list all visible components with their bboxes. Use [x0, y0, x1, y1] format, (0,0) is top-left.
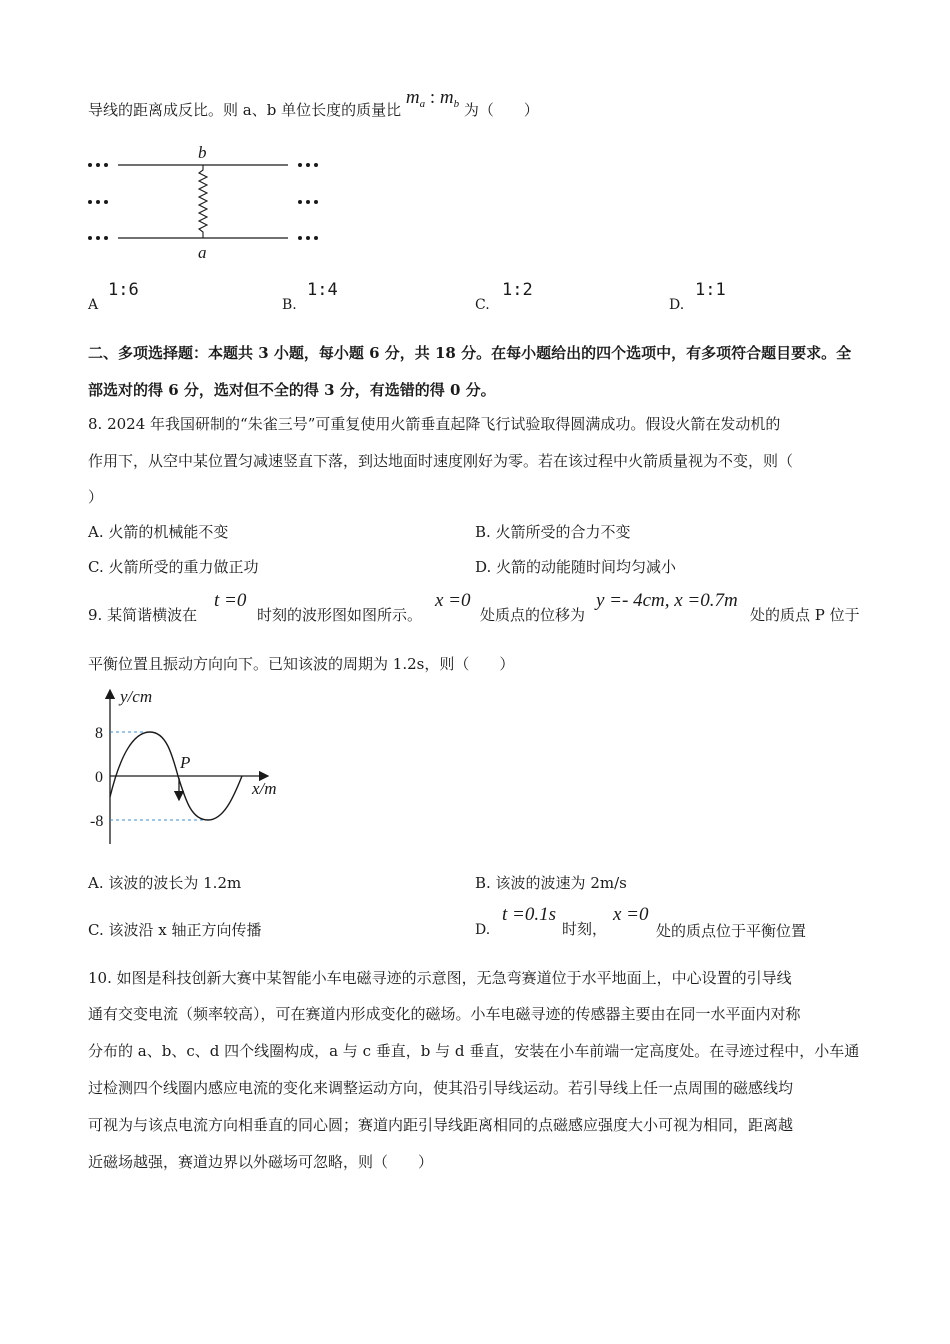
tick-m8: -8	[90, 813, 104, 830]
q9-math-y-x: y =- 4cm, x =0.7m	[596, 590, 738, 611]
q9-line2: 平衡位置且振动方向向下。已知该波的周期为 1.2s，则（ ）	[88, 655, 515, 673]
q8-option-c: C. 火箭所受的重力做正功	[88, 558, 259, 576]
dot	[88, 200, 92, 204]
dot	[104, 163, 108, 167]
q10-line4: 过检测四个线圈内感应电流的变化来调整运动方向，使其沿引导线运动。若引导线上任一点周围的磁感线均	[88, 1079, 794, 1097]
dot	[96, 200, 100, 204]
q7-option-b-value: 1:4	[307, 280, 338, 300]
q9-option-b: B. 该波的波速为 2m/s	[475, 874, 627, 892]
q10-line1: 10. 如图是科技创新大赛中某智能小车电磁寻迹的示意图，无急弯赛道位于水平地面上，中心设置的引导线	[88, 969, 792, 987]
q7-wire-spring-figure	[86, 140, 336, 265]
dot	[306, 236, 310, 240]
q7-question-line	[88, 87, 539, 126]
q9-option-d-math-t: t =0.1s	[502, 904, 556, 925]
q9-math-t0: t =0	[214, 590, 247, 611]
dot	[314, 236, 318, 240]
label-a: a	[198, 243, 207, 262]
q7-option-b-letter: B.	[282, 297, 297, 313]
x-label: x/m	[252, 779, 277, 798]
q7-option-a-letter: A	[88, 297, 99, 313]
q9-math-x0: x =0	[435, 590, 471, 611]
q9-wave-graph	[86, 684, 286, 854]
q9-text-4: 处的质点 P 位于	[750, 606, 860, 624]
dot	[104, 236, 108, 240]
q7-option-a-value: 1:6	[108, 280, 139, 300]
tick-8: 8	[95, 725, 103, 742]
q7-option-c-value: 1:2	[502, 280, 533, 300]
dot	[306, 200, 310, 204]
q9-text-2: 时刻的波形图如图所示。	[257, 606, 423, 624]
q9-option-a: A. 该波的波长为 1.2m	[88, 874, 242, 892]
dot	[96, 163, 100, 167]
q10-line5: 可视为与该点电流方向相垂直的同心圆；赛道内距引导线距离相同的点磁感应强度大小可视为相同，距离越	[88, 1116, 794, 1134]
dot	[88, 163, 92, 167]
point-p: P	[180, 753, 191, 772]
q10-line2: 通有交变电流（频率较高），可在赛道内形成变化的磁场。小车电磁寻迹的传感器主要由在同一水平面内对称	[88, 1005, 801, 1023]
q9-option-d-text-1: 时刻，	[562, 920, 608, 938]
q9-text-3: 处质点的位移为	[480, 606, 586, 624]
dot	[306, 163, 310, 167]
q7-text-after: 为（ ）	[463, 101, 539, 119]
spring	[199, 165, 207, 238]
q7-text-before: 导线的距离成反比。则 a、b 单位长度的质量比	[88, 101, 402, 119]
q7-option-d-letter: D.	[669, 297, 685, 313]
q9-option-d-letter: D.	[475, 922, 491, 938]
q9-text-1: 9. 某简谐横波在	[88, 606, 198, 624]
q7-option-d-value: 1:1	[695, 280, 726, 300]
q7-mass-ratio: $m_a$ : $m_b$	[405, 87, 460, 110]
q7-option-c-letter: C.	[475, 297, 490, 313]
dot	[298, 236, 302, 240]
dot	[298, 200, 302, 204]
q8-option-b: B. 火箭所受的合力不变	[475, 523, 631, 541]
dot	[96, 236, 100, 240]
q8-line2: 作用下，从空中某位置匀减速竖直下落，到达地面时速度刚好为零。若在该过程中火箭质量视为不变，则（	[88, 452, 794, 470]
dot	[88, 236, 92, 240]
q8-line3: ）	[88, 488, 104, 506]
tick-0: 0	[95, 769, 103, 786]
q9-option-d-text-2: 处的质点位于平衡位置	[656, 922, 807, 940]
q8-option-d: D. 火箭的动能随时间均匀减小	[475, 558, 677, 576]
dot	[314, 200, 318, 204]
q10-line3: 分布的 a、b、c、d 四个线圈构成，a 与 c 垂直，b 与 d 垂直，安装在小车前端一定高度处。在寻迹过程中，小车通	[88, 1042, 860, 1060]
section2-header-line1: 二、多项选择题：本题共 3 小题，每小题 6 分，共 18 分。在每小题给出的四个选项中，有多项符合题目要求。全	[88, 344, 852, 362]
q9-option-c: C. 该波沿 x 轴正方向传播	[88, 921, 262, 939]
label-b: b	[198, 143, 207, 162]
dot	[298, 163, 302, 167]
y-label: y/cm	[120, 687, 153, 706]
dot	[314, 163, 318, 167]
q8-line1: 8. 2024 年我国研制的“朱雀三号”可重复使用火箭垂直起降飞行试验取得圆满成功。假设火箭在发动机的	[88, 415, 781, 433]
q9-option-d-math-x: x =0	[613, 904, 649, 925]
q8-option-a: A. 火箭的机械能不变	[88, 523, 229, 541]
section2-header-line2: 部选对的得 6 分，选对但不全的得 3 分，有选错的得 0 分。	[88, 381, 496, 399]
q10-line6: 近磁场越强，赛道边界以外磁场可忽略，则（ ）	[88, 1153, 434, 1171]
dot	[104, 200, 108, 204]
